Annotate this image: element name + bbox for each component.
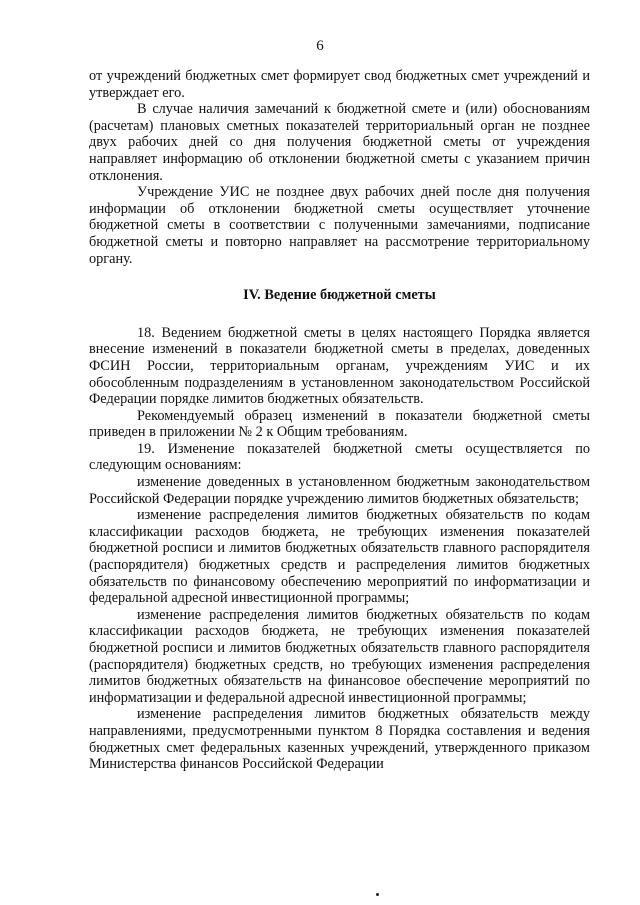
section-heading: IV. Ведение бюджетной сметы [243, 287, 436, 304]
paragraph: 18. Ведением бюджетной сметы в целях настоящего Порядка является внесение изменений в показатели бюджетной сметы в пределах, доведенных ФСИН России, территориальным органам, учреждениям УИС и их обособленным подразделениям в установленном законодательством Российской Федерации порядке лимитов бюджетных обязательств. [89, 324, 590, 408]
page-number: 6 [316, 38, 324, 54]
paragraph: изменение распределения лимитов бюджетных обязательств между направлениями, предусмотренными пунктом 8 Порядка составления и ведения бюджетных смет федеральных казенных учреждений, утвержденного приказом Министерства финансов Российской Федерации [89, 706, 590, 773]
paragraph: изменение распределения лимитов бюджетных обязательств по кодам классификации расходов бюджета, не требующих изменения показателей бюджетной росписи и лимитов бюджетных обязательств главного распорядителя (распорядителя) бюджетных средств, но требующих изменения распределения лимитов бюджетных обязательств на финансовое обеспечение мероприятий по информатизации и федеральной адресной инвестиционной программы; [89, 606, 590, 706]
paragraph: от учреждений бюджетных смет формирует свод бюджетных смет учреждений и утверждает его. [89, 68, 590, 101]
scan-speck [376, 893, 379, 896]
paragraph: изменение распределения лимитов бюджетных обязательств по кодам классификации расходов бюджета, не требующих изменения показателей бюджетной росписи и лимитов бюджетных обязательств главного распорядителя (распорядителя) бюджетных средств и распределения лимитов бюджетных обязательств по финансовому обеспечению мероприятий по информатизации и федеральной адресной инвестиционной программы; [89, 507, 590, 607]
paragraph: 19. Изменение показателей бюджетной сметы осуществляется по следующим основаниям: [89, 440, 590, 474]
document-body [89, 68, 590, 773]
paragraph: Учреждение УИС не позднее двух рабочих дней после дня получения информации об отклонении бюджетной сметы осуществляет уточнение бюджетной сметы в соответствии с полученными замечаниями, подписание бюджетной сметы и повторно направляет на рассмотрение территориальному органу. [89, 184, 590, 267]
paragraph: изменение доведенных в установленном бюджетным законодательством Российской Федерации порядке учреждению лимитов бюджетных обязательств; [89, 474, 590, 507]
paragraph: Рекомендуемый образец изменений в показатели бюджетной сметы приведен в приложении № 2 к Общим требованиям. [89, 407, 590, 441]
paragraph: В случае наличия замечаний к бюджетной смете и (или) обоснованиям (расчетам) плановых сметных показателей территориальный орган не позднее двух рабочих дней со дня получения бюджетной сметы от учреждения направляет информацию об отклонении бюджетной сметы с указанием причин отклонения. [89, 101, 590, 184]
